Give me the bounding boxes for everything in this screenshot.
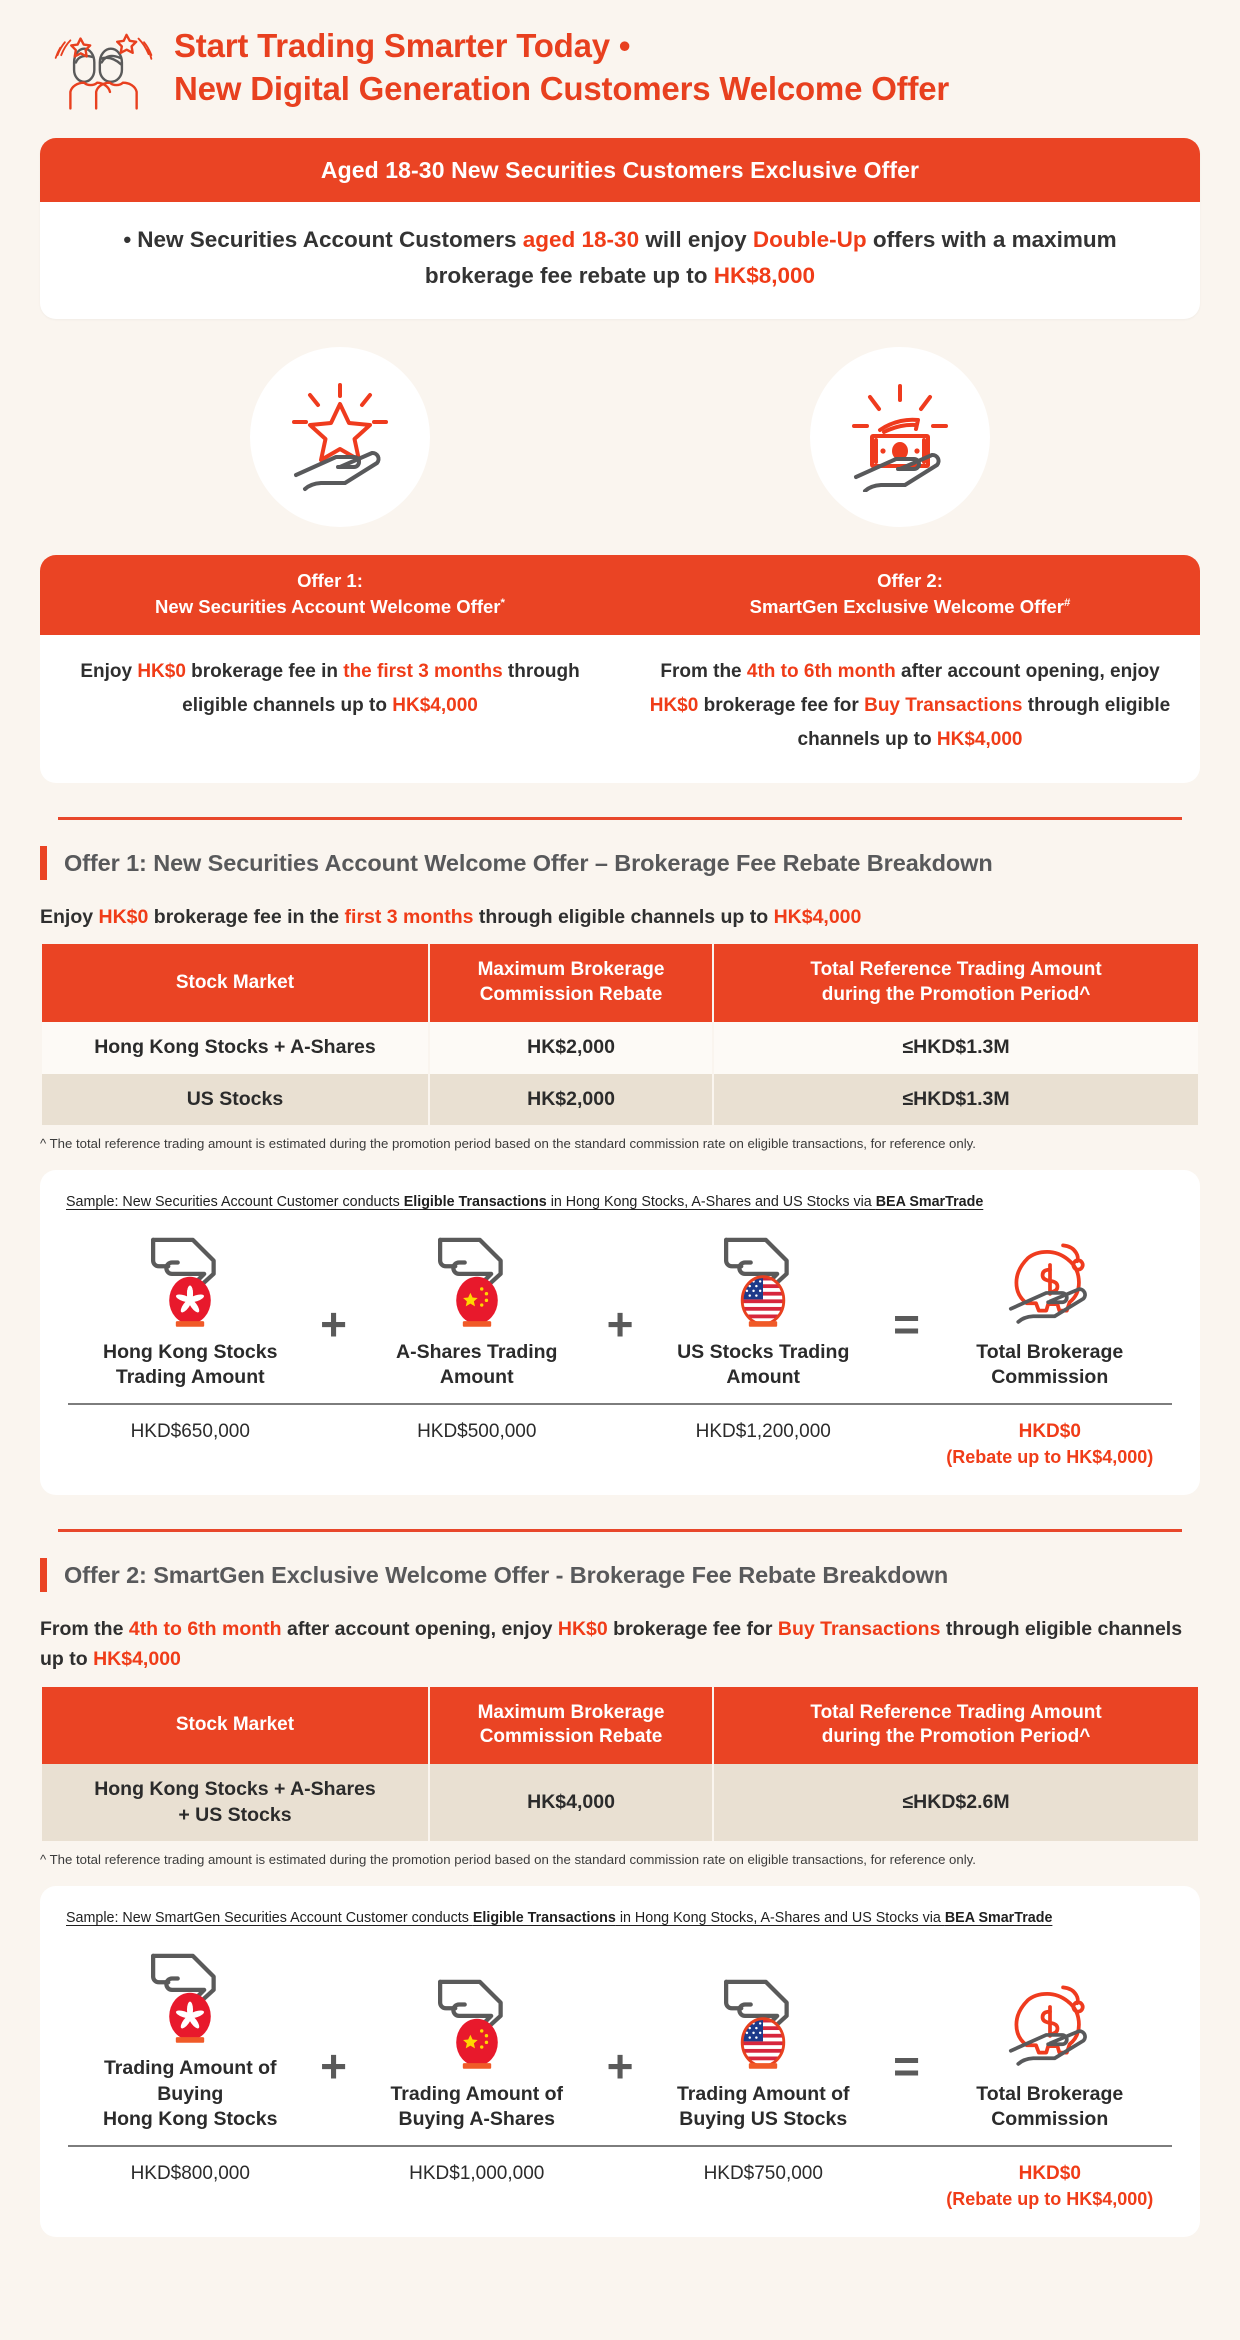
offer-2-t1: From the (660, 660, 747, 682)
calc-label-us-l2: Amount (726, 1366, 801, 1389)
sample-1-t2: in Hong Kong Stocks, A-Shares and US Stocks via (546, 1193, 876, 1210)
section-2-lead (40, 1614, 1200, 1674)
calc-label-cn (390, 2082, 563, 2133)
section-2-title: Offer 2: SmartGen Exclusive Welcome Offer - Brokerage Fee Rebate Breakdown (64, 1561, 949, 1588)
sample-2-title (66, 1908, 1174, 1928)
calc-value-total-main: HKD$0 (1018, 1421, 1081, 1443)
col-header-stock-market: Stock Market (42, 944, 428, 1021)
banner-text-3: offers with a maximum brokerage fee rebate up to (424, 227, 1117, 288)
calc-label-hk (70, 2056, 311, 2133)
banner-highlight-doubleup: Double-Up (752, 227, 867, 252)
offer-1-footnote-mark: * (500, 597, 505, 610)
hand-hk-flag-icon (138, 1226, 242, 1330)
calc-label-us-l1: US Stocks Trading (677, 1340, 850, 1363)
calc-value-hk: HKD$800,000 (130, 2163, 250, 2185)
calc-item-total (930, 1226, 1171, 1391)
s1-lead-t2: brokerage fee in the (148, 906, 345, 929)
offer-1-label: Offer 1: (297, 570, 363, 592)
section-1-footnote: ^ The total reference trading amount is estimated during the promotion period based on the standard commission rate on eligible transactions, for reference only. (40, 1136, 976, 1152)
value-spacer-2 (597, 2147, 643, 2211)
cell-reference: ≤HKD$1.3M (714, 1074, 1198, 1126)
calc-label-total-l2: Commission (991, 1366, 1109, 1389)
offer-2-footnote-mark: # (1063, 597, 1071, 610)
col-header-max-rebate-l1: Maximum Brokerage (477, 959, 665, 981)
hand-cn-flag-icon (425, 1226, 529, 1330)
banner-text-1: New Securities Account Customers (137, 227, 523, 252)
banner-highlight-amount: HK$8,000 (713, 262, 816, 288)
calc-value-us: HKD$750,000 (703, 2163, 823, 2185)
value-spacer-1 (311, 2147, 357, 2211)
col-header-max-rebate (430, 944, 712, 1021)
sample-1-values-row (66, 1405, 1174, 1469)
s1-lead-t3: through eligible channels up to (473, 906, 774, 929)
section-2-table (40, 1687, 1200, 1842)
section-1-lead (40, 902, 1200, 932)
calc-label-cn-l2: Amount (439, 1366, 514, 1389)
col-header-total-reference-l2: during the Promotion Period^ (821, 1726, 1091, 1748)
col-header-total-reference (714, 1687, 1198, 1764)
cell-rebate: HK$2,000 (430, 1074, 712, 1126)
offer-2-h1: 4th to 6th month (746, 660, 896, 682)
offer-1-h3: HK$4,000 (392, 694, 478, 716)
col-header-total-reference (714, 944, 1198, 1021)
calc-label-cn-l2: Buying A-Shares (398, 2108, 555, 2131)
offer-2-name-text: SmartGen Exclusive Welcome Offer (749, 596, 1064, 618)
section-accent-bar (40, 846, 47, 880)
offer-card-1 (40, 555, 620, 783)
offer-2-h4: HK$4,000 (936, 729, 1023, 750)
col-header-total-reference-l1: Total Reference Trading Amount (810, 1701, 1102, 1723)
offer-2-t3: brokerage fee for (698, 694, 865, 716)
offer-1-t1: Enjoy (80, 660, 138, 682)
cell-market: US Stocks (42, 1074, 428, 1126)
s2-lead-h4: HK$4,000 (93, 1648, 181, 1671)
cell-reference: ≤HKD$2.6M (714, 1764, 1198, 1841)
offer-2-label: Offer 2: (877, 570, 943, 592)
section-2-sample-card (40, 1886, 1200, 2237)
calc-label-us-l2: Buying US Stocks (679, 2108, 848, 2131)
col-header-total-reference-l1: Total Reference Trading Amount (810, 959, 1102, 981)
offer-1-header (40, 555, 620, 635)
operator-plus-2: + (606, 1298, 634, 1351)
sample-1-b2: BEA SmarTrade (875, 1193, 984, 1210)
s2-lead-t3: brokerage fee for (607, 1618, 778, 1641)
offer-1-name-text: New Securities Account Welcome Offer (155, 596, 501, 618)
s1-lead-h2: first 3 months (344, 906, 474, 929)
calc-label-hk-l2: Trading Amount (115, 1366, 265, 1389)
offer-2-h2: HK$0 (649, 694, 699, 716)
offer-1-h2: the first 3 months (343, 660, 503, 682)
two-people-with-stars-icon (42, 22, 154, 114)
calc-label-cn (396, 1340, 557, 1391)
sample-2-b1: Eligible Transactions (472, 1909, 616, 1926)
sample-1-title (66, 1192, 1174, 1212)
section-1-title: Offer 1: New Securities Account Welcome Offer – Brokerage Fee Rebate Breakdown (64, 849, 993, 876)
calc-label-us (677, 1340, 849, 1391)
offer-1-t2: brokerage fee in (185, 660, 344, 682)
sample-1-b1: Eligible Transactions (403, 1193, 547, 1210)
value-spacer-1 (311, 1405, 357, 1469)
offer-2-name (630, 594, 1190, 620)
banner-title: Aged 18-30 New Securities Customers Exclusive Offer (40, 138, 1200, 202)
page-title (174, 25, 949, 111)
col-header-total-reference-l2: during the Promotion Period^ (821, 984, 1091, 1006)
operator-plus-1: + (320, 2040, 347, 2093)
offer-1-name (50, 594, 610, 620)
sample-1-t1: Sample: New Securities Account Customer conducts (66, 1193, 404, 1210)
offer-1-body (40, 635, 620, 784)
cell-market-l2: + US Stocks (178, 1803, 292, 1826)
banner-highlight-age: aged 18-30 (522, 227, 640, 252)
calc-label-hk-l1: Hong Kong Stocks (103, 1340, 278, 1363)
calc-item-cn (357, 1968, 598, 2133)
sample-2-calc-row (66, 1938, 1174, 2133)
offer-2-h3: Buy Transactions (864, 694, 1023, 716)
s2-lead-h1: 4th to 6th month (128, 1618, 282, 1641)
offer-2-t2: after account opening, enjoy (895, 660, 1160, 682)
calc-value-cn: HKD$500,000 (417, 1421, 537, 1443)
calc-label-hk-l2: Hong Kong Stocks (103, 2108, 278, 2131)
table-row (42, 1074, 1198, 1126)
table-header-row (42, 1687, 1198, 1764)
section-divider-1 (58, 817, 1182, 820)
cell-market-l1: Hong Kong Stocks + A-Shares (94, 1777, 376, 1800)
s2-lead-h2: HK$0 (557, 1618, 608, 1641)
hand-us-flag-icon (711, 1226, 815, 1330)
calc-value-total (930, 1405, 1171, 1469)
banner-text-2: will enjoy (639, 227, 753, 252)
s1-lead-h3: HK$4,000 (773, 906, 862, 929)
sample-2-b2: BEA SmarTrade (944, 1909, 1053, 1926)
calc-label-total-l1: Total Brokerage (976, 2082, 1124, 2105)
table-row (42, 1764, 1198, 1841)
hand-holding-star-icon (250, 347, 430, 527)
offer-2-header (620, 555, 1200, 635)
hand-us-flag-icon (711, 1968, 815, 2072)
calc-label-us-l1: Trading Amount of (676, 2082, 850, 2105)
feature-icons-row (0, 319, 1240, 537)
sample-1-calc-row (66, 1222, 1174, 1391)
section-1-table (40, 944, 1200, 1125)
section-accent-bar-2 (40, 1558, 47, 1592)
cell-market: Hong Kong Stocks + A-Shares (42, 1022, 428, 1074)
col-header-max-rebate (430, 1687, 712, 1764)
hand-piggy-bank-icon (994, 1226, 1106, 1330)
cell-market (42, 1764, 428, 1841)
calc-label-hk-l1: Trading Amount of Buying (103, 2056, 277, 2105)
offer-1-t3: through eligible channels up to (182, 660, 580, 716)
s2-lead-t2: after account opening, enjoy (281, 1618, 558, 1641)
hand-hk-flag-icon (138, 1942, 242, 2046)
value-spacer-3 (884, 2147, 930, 2211)
calc-value-total-main: HKD$0 (1018, 2163, 1081, 2185)
calc-label-total-l2: Commission (991, 2108, 1109, 2131)
calc-item-us (643, 1226, 884, 1391)
offer-2-body (620, 635, 1200, 784)
calc-label-total-l1: Total Brokerage (976, 1340, 1124, 1363)
section-2-footnote: ^ The total reference trading amount is estimated during the promotion period based on the standard commission rate on eligible transactions, for reference only. (40, 1852, 976, 1868)
hand-holding-cash-icon (810, 347, 990, 527)
s2-lead-t4: through eligible channels up to (40, 1618, 1183, 1671)
cell-reference: ≤HKD$1.3M (714, 1022, 1198, 1074)
exclusive-offer-banner (40, 138, 1200, 319)
col-header-max-rebate-l1: Maximum Brokerage (477, 1701, 665, 1723)
offer-2-t4: through eligible channels up to (797, 694, 1171, 750)
value-spacer-3 (884, 1405, 930, 1469)
hand-cn-flag-icon (425, 1968, 529, 2072)
calc-label-total (976, 1340, 1123, 1391)
s2-lead-h3: Buy Transactions (777, 1618, 941, 1641)
calc-item-hk (70, 1942, 311, 2133)
col-header-max-rebate-l2: Commission Rebate (479, 984, 663, 1006)
section-2-heading (40, 1558, 1200, 1592)
cell-rebate: HK$4,000 (430, 1764, 712, 1841)
calc-label-cn-l1: Trading Amount of (390, 2082, 564, 2105)
section-1-heading (40, 846, 1200, 880)
page-title-line2: New Digital Generation Customers Welcome Offer (174, 70, 950, 107)
sample-2-t1: Sample: New SmartGen Securities Account Customer conducts (66, 1909, 473, 1926)
calc-value-total-sub: (Rebate up to HK$4,000) (946, 2188, 1154, 2209)
calc-item-hk (70, 1226, 311, 1391)
s2-lead-t1: From the (40, 1618, 129, 1641)
bottom-spacer (0, 2237, 1240, 2277)
offer-1-h1: HK$0 (137, 660, 186, 682)
s1-lead-t1: Enjoy (40, 906, 99, 929)
sample-2-t2: in Hong Kong Stocks, A-Shares and US Stocks via (615, 1909, 945, 1926)
page-header (0, 0, 1240, 132)
banner-body (40, 202, 1200, 319)
calc-value-total-sub: (Rebate up to HK$4,000) (946, 1446, 1154, 1467)
offer-card-2 (620, 555, 1200, 783)
calc-label-total (976, 2082, 1123, 2133)
calc-value-us: HKD$1,200,000 (695, 1421, 831, 1443)
section-divider-2 (58, 1529, 1182, 1532)
calc-value-hk: HKD$650,000 (130, 1421, 250, 1443)
sample-2-values-row (66, 2147, 1174, 2211)
calc-label-us (677, 2082, 850, 2133)
operator-plus-2: + (606, 2040, 634, 2093)
hand-piggy-bank-icon (994, 1968, 1106, 2072)
table-header-row (42, 944, 1198, 1021)
section-1-sample-card (40, 1170, 1200, 1495)
calc-item-cn (357, 1226, 598, 1391)
col-header-max-rebate-l2: Commission Rebate (479, 1726, 663, 1748)
calc-label-hk (103, 1340, 277, 1391)
calc-item-total (930, 1968, 1171, 2133)
offers-row (40, 555, 1200, 783)
cell-rebate: HK$2,000 (430, 1022, 712, 1074)
value-spacer-2 (597, 1405, 643, 1469)
bullet-marker: • (123, 227, 132, 252)
page-title-line1: Start Trading Smarter Today • (174, 27, 631, 65)
calc-value-cn: HKD$1,000,000 (409, 2163, 545, 2185)
operator-equals-1: = (893, 2040, 920, 2093)
operator-equals-1: = (893, 1298, 920, 1351)
col-header-stock-market: Stock Market (42, 1687, 428, 1764)
calc-value-total (930, 2147, 1171, 2211)
s1-lead-h1: HK$0 (98, 906, 149, 929)
calc-label-cn-l1: A-Shares Trading (396, 1340, 558, 1363)
calc-item-us (643, 1968, 884, 2133)
operator-plus-1: + (320, 1298, 347, 1351)
table-row (42, 1022, 1198, 1074)
